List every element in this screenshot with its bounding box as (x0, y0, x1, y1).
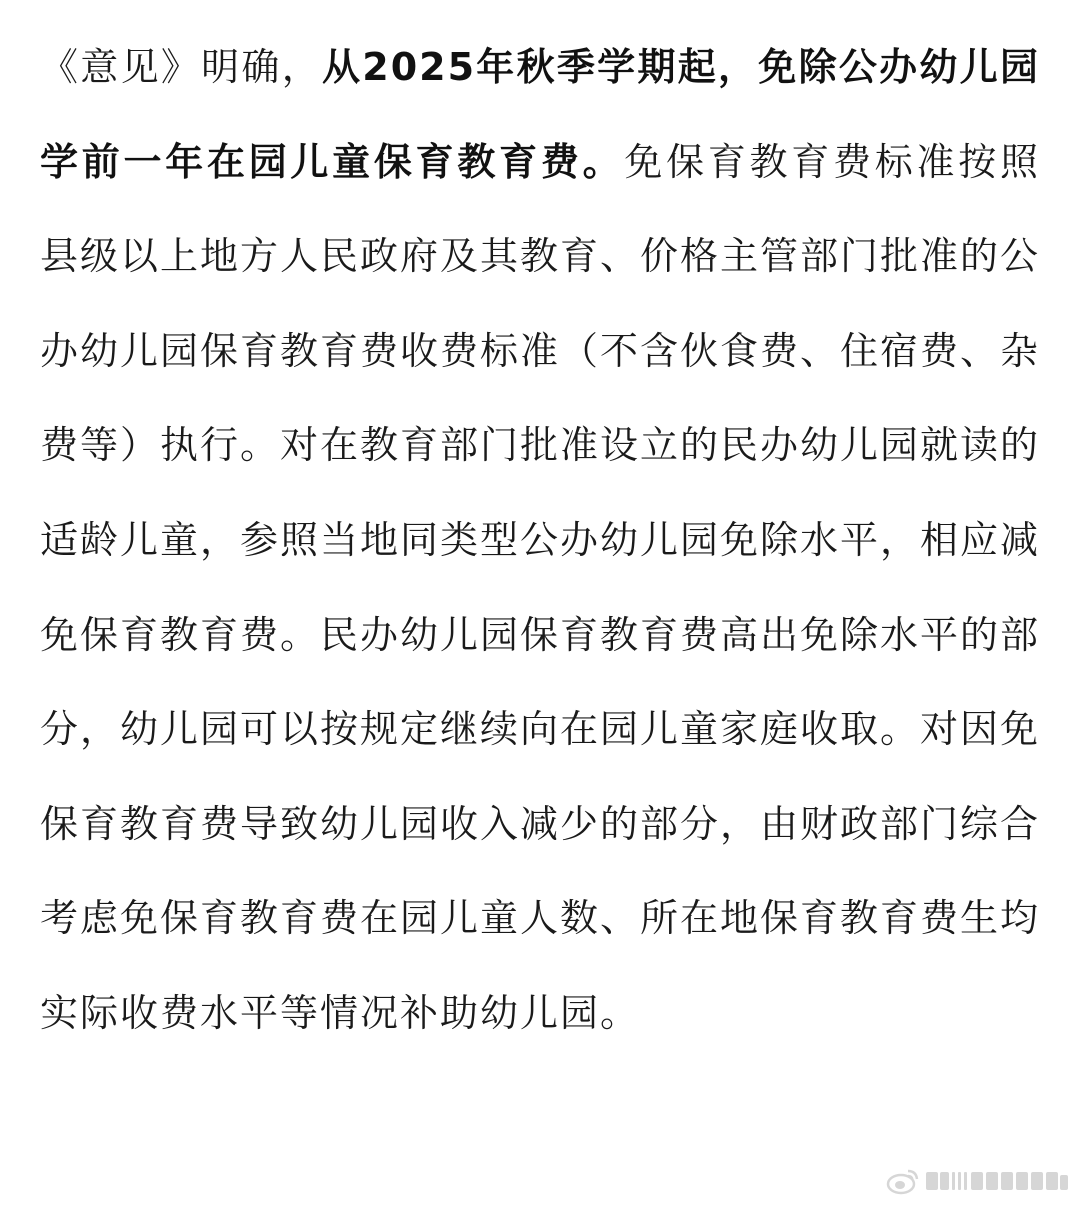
intro-text: 《意见》明确， (40, 45, 322, 89)
article-body (40, 20, 1040, 1061)
weibo-icon (886, 1167, 920, 1195)
watermark-handle-mark (924, 1169, 1070, 1193)
article-paragraph (40, 20, 1040, 1061)
highlight-text: 从2025年秋季学期起，免除公办幼儿园学前一年在园儿童保育教育费。 (40, 45, 1040, 184)
watermark (886, 1167, 1070, 1195)
body-text: 免保育教育费标准按照县级以上地方人民政府及其教育、价格主管部门批准的公办幼儿园保育教育费收费标准（不含伙食费、住宿费、杂费等）执行。对在教育部门批准设立的民办幼儿园就读的适龄儿童，参照当地同类型公办幼儿园免除水平，相应减免保育教育费。民办幼儿园保育教育费高出免除水平的部分，幼儿园可以按规定继续向在园儿童家庭收取。对因免保育教育费导致幼儿园收入减少的部分，由财政部门综合考虑免保育教育费在园儿童人数、所在地保育教育费生均实际收费水平等情况补助幼儿园。 (40, 139, 1041, 1035)
